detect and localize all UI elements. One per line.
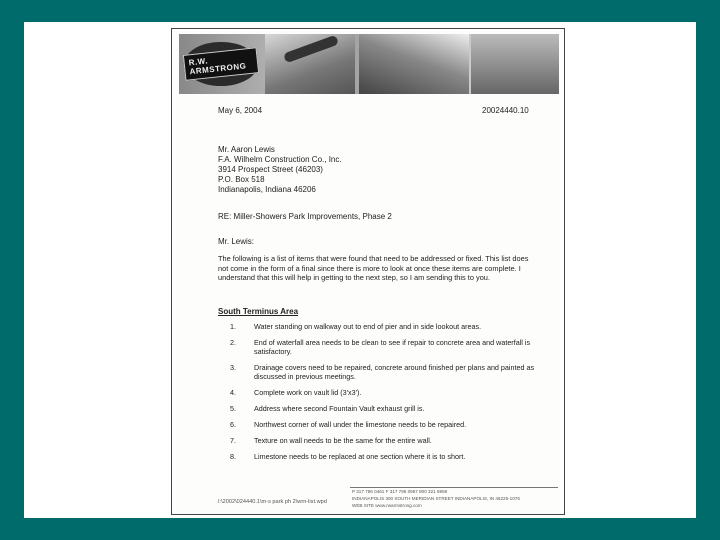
recipient-address (218, 145, 342, 195)
address-line: Mr. Aaron Lewis (218, 145, 275, 154)
address-line: P.O. Box 518 (218, 175, 265, 184)
list-item: 1. Water standing on walkway out to end of pier and in side lookout areas. (230, 322, 482, 331)
subject-line: RE: Miller-Showers Park Improvements, Phase 2 (218, 212, 392, 221)
letter-page (171, 28, 565, 515)
address-line: 3914 Prospect Street (46203) (218, 165, 323, 174)
section-heading: South Terminus Area (218, 307, 299, 316)
logo-text: R.W. ARMSTRONG (183, 47, 259, 81)
letterhead-banner (179, 34, 559, 94)
address-line: Indianapolis, Indiana 46206 (218, 185, 316, 194)
list-item: 7. Texture on wall needs to be the same for the entire wall. (230, 436, 432, 445)
list-item: 6. Northwest corner of wall under the limestone needs to be repaired. (230, 420, 467, 429)
list-item: 4. Complete work on vault lid (3'x3'). (230, 388, 362, 397)
letter-date: May 6, 2004 (218, 106, 263, 115)
salutation: Mr. Lewis: (218, 237, 255, 246)
project-reference: 20024440.10 (482, 106, 529, 115)
company-logo (184, 42, 258, 86)
list-item: 2. End of waterfall area needs to be clean to see if repair to concrete area and waterfall is satisfactory. (230, 338, 531, 356)
file-path-footer: I:\2002\024440.1\m-s park ph 2\wrn-list.wpd (218, 499, 327, 505)
list-item: 5. Address where second Fountain Vault exhaust grill is. (230, 404, 425, 413)
footer-phone-row: P 317 786 0461 F 317 786 0957 800 321 6959 (352, 489, 448, 494)
punch-list (230, 322, 540, 468)
address-line: F.A. Wilhelm Construction Co., Inc. (218, 155, 342, 164)
contact-footer (350, 487, 558, 510)
footer-address-row: INDIANAPOLIS 300 SOUTH MERIDIAN STREET INDIANAPOLIS, IN 46225-1076 (352, 496, 520, 501)
header-photo-building (359, 34, 469, 94)
list-item: 8. Limestone needs to be replaced at one section where it is to short. (230, 452, 466, 461)
footer-web-row: WEB SITE www.rwarmstrong.com (352, 503, 422, 508)
list-item: 3. Drainage covers need to be repaired, concrete around finished per plans and painted as discussed in previous meetings. (230, 363, 535, 381)
intro-paragraph: The following is a list of items that were found that need to be addressed or fixed. This list does not come in the form of a final since there is more to look at once these items are complete. I understand that this will help in getting to the next step, so I am sending this to you. (218, 254, 529, 282)
header-photo-interior (471, 34, 559, 94)
